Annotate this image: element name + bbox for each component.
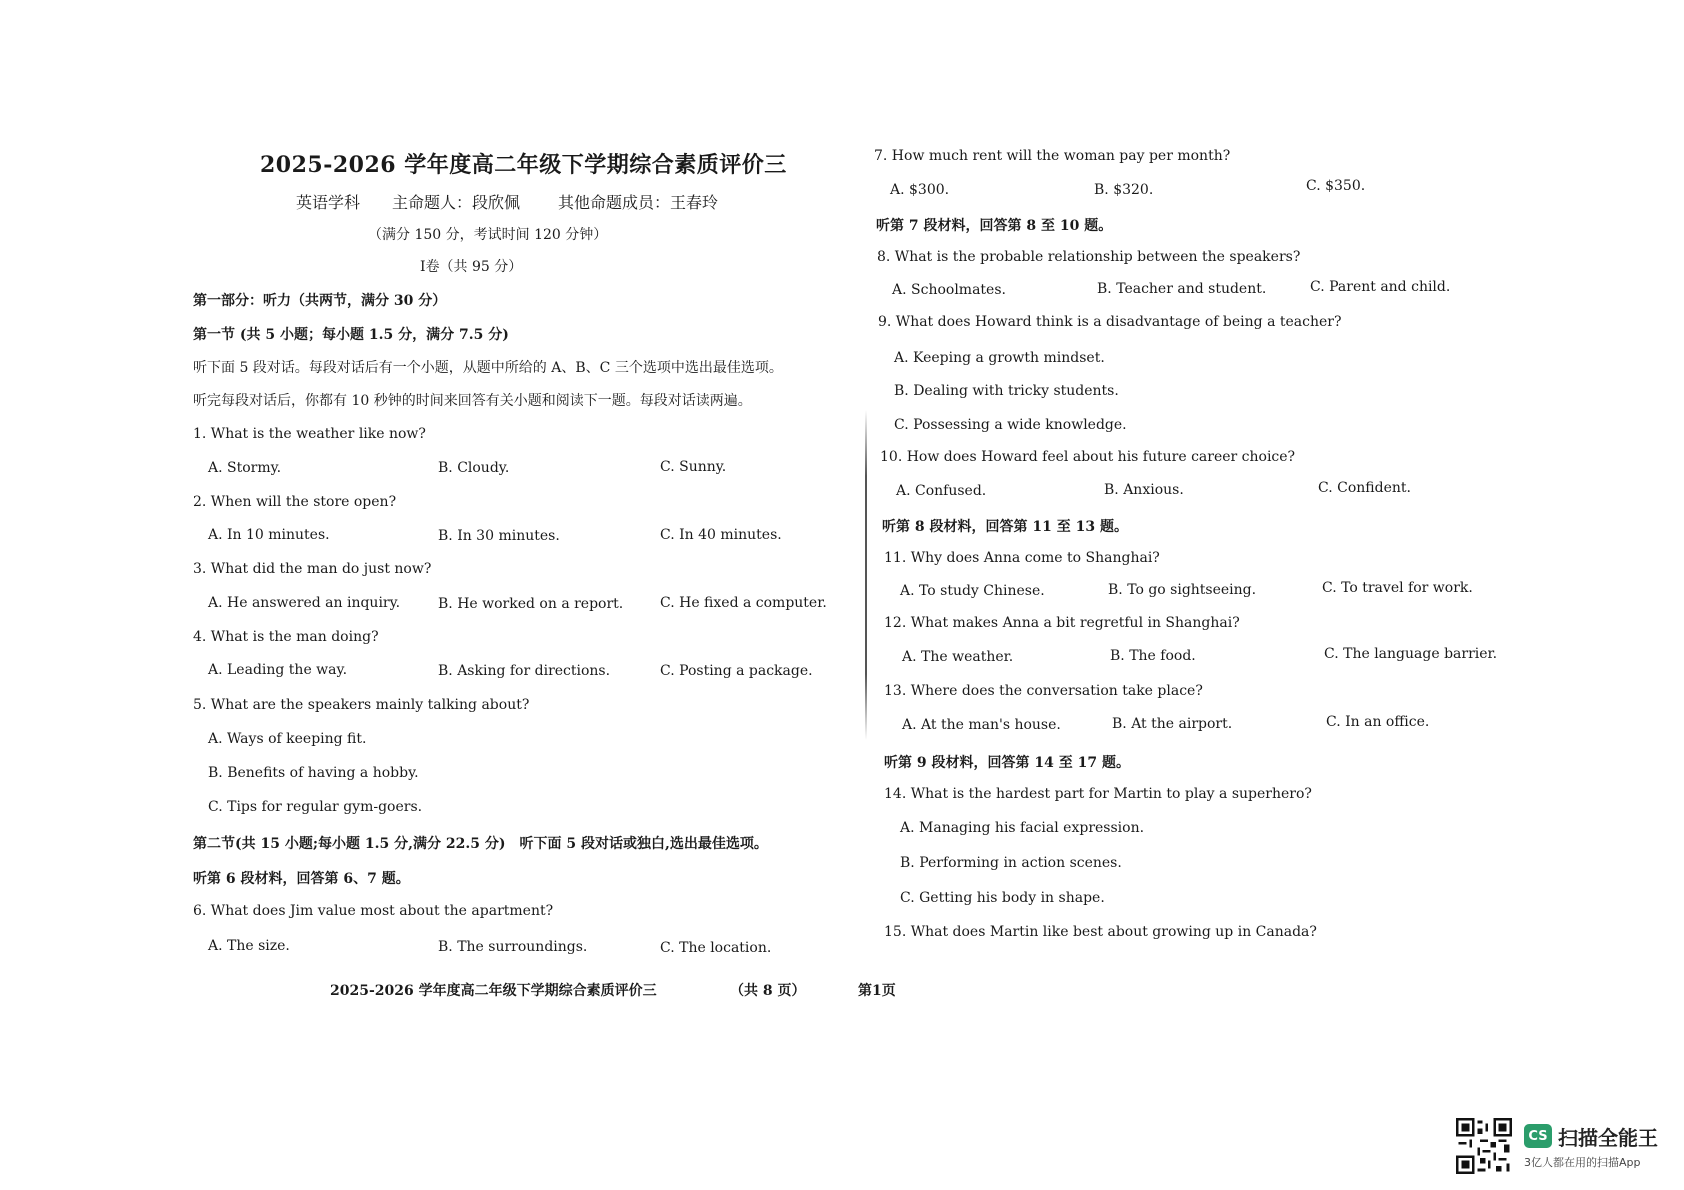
question-10: 10. How does Howard feel about his future career choice? (880, 449, 1296, 465)
material-7-heading: 听第 7 段材料，回答第 8 至 10 题。 (876, 218, 1113, 234)
subject-label: 英语学科 (296, 193, 361, 212)
question-14: 14. What is the hardest part for Martin to play a superhero? (884, 786, 1312, 802)
q3-option-a[interactable]: A. He answered an inquiry. (208, 595, 401, 611)
q1-option-a[interactable]: A. Stormy. (208, 460, 282, 476)
q9-option-a[interactable]: A. Keeping a growth mindset. (894, 350, 1105, 366)
q4-option-a[interactable]: A. Leading the way. (208, 662, 348, 678)
footer-total-pages: （共 8 页） (730, 983, 806, 999)
qr-code-icon (1456, 1118, 1512, 1174)
q2-option-a[interactable]: A. In 10 minutes. (208, 527, 330, 543)
q13-option-c[interactable]: C. In an office. (1326, 714, 1430, 730)
footer-page-number: 第1页 (858, 983, 896, 999)
q14-option-c[interactable]: C. Getting his body in shape. (900, 890, 1105, 906)
q9-option-b[interactable]: B. Dealing with tricky students. (894, 383, 1119, 399)
q10-option-a[interactable]: A. Confused. (896, 483, 987, 499)
q1-option-b[interactable]: B. Cloudy. (438, 460, 510, 476)
column-divider (865, 410, 867, 740)
q5-option-c[interactable]: C. Tips for regular gym-goers. (208, 799, 423, 815)
question-13: 13. Where does the conversation take place? (884, 683, 1203, 699)
material-6-heading: 听第 6 段材料，回答第 6、7 题。 (193, 871, 410, 887)
question-7: 7. How much rent will the woman pay per month? (874, 148, 1231, 164)
material-8-heading: 听第 8 段材料，回答第 11 至 13 题。 (882, 519, 1128, 535)
question-4: 4. What is the man doing? (193, 629, 379, 645)
q12-option-c[interactable]: C. The language barrier. (1324, 646, 1498, 662)
q11-option-b[interactable]: B. To go sightseeing. (1108, 582, 1257, 598)
material-9-heading: 听第 9 段材料，回答第 14 至 17 题。 (884, 755, 1130, 771)
q11-option-a[interactable]: A. To study Chinese. (900, 583, 1045, 599)
q8-option-a[interactable]: A. Schoolmates. (892, 282, 1006, 298)
q6-option-b[interactable]: B. The surroundings. (438, 939, 588, 955)
q12-option-a[interactable]: A. The weather. (902, 649, 1014, 665)
question-9: 9. What does Howard think is a disadvantage of being a teacher? (878, 314, 1342, 330)
question-15: 15. What does Martin like best about growing up in Canada? (884, 924, 1317, 940)
q14-option-a[interactable]: A. Managing his facial expression. (900, 820, 1145, 836)
q6-option-c[interactable]: C. The location. (660, 940, 772, 956)
question-2: 2. When will the store open? (193, 494, 397, 510)
q2-option-c[interactable]: C. In 40 minutes. (660, 527, 782, 543)
q7-option-a[interactable]: A. $300. (890, 182, 950, 198)
section2-title: 第二节(共 15 小题;每小题 1.5 分,满分 22.5 分) 听下面 5 段对话或独白,选出最佳选项。 (193, 836, 768, 852)
q14-option-b[interactable]: B. Performing in action scenes. (900, 855, 1122, 871)
q4-option-c[interactable]: C. Posting a package. (660, 663, 813, 679)
scanner-logo-icon: CS (1524, 1124, 1552, 1148)
question-8: 8. What is the probable relationship between the speakers? (877, 249, 1301, 265)
q5-option-b[interactable]: B. Benefits of having a hobby. (208, 765, 419, 781)
question-6: 6. What does Jim value most about the apartment? (193, 903, 554, 919)
q10-option-b[interactable]: B. Anxious. (1104, 482, 1184, 498)
scoring-note: （满分 150 分，考试时间 120 分钟） (368, 227, 608, 243)
question-5: 5. What are the speakers mainly talking about? (193, 697, 530, 713)
q9-option-c[interactable]: C. Possessing a wide knowledge. (894, 417, 1127, 433)
q3-option-b[interactable]: B. He worked on a report. (438, 596, 624, 612)
q8-option-c[interactable]: C. Parent and child. (1310, 279, 1451, 295)
volume-label: Ⅰ卷（共 95 分） (420, 259, 523, 275)
q5-option-a[interactable]: A. Ways of keeping fit. (208, 731, 367, 747)
author-label: 主命题人：段欣佩 (392, 193, 521, 212)
q10-option-c[interactable]: C. Confident. (1318, 480, 1411, 496)
footer-title: 2025-2026 学年度高二年级下学期综合素质评价三 (330, 983, 657, 999)
q7-option-c[interactable]: C. $350. (1306, 178, 1366, 194)
q1-option-c[interactable]: C. Sunny. (660, 459, 727, 475)
exam-title: 2025-2026 学年度高二年级下学期综合素质评价三 (260, 152, 787, 178)
scanner-tagline: 3亿人都在用的扫描App (1524, 1156, 1641, 1169)
q3-option-c[interactable]: C. He fixed a computer. (660, 595, 827, 611)
q2-option-b[interactable]: B. In 30 minutes. (438, 528, 560, 544)
q13-option-b[interactable]: B. At the airport. (1112, 716, 1233, 732)
question-11: 11. Why does Anna come to Shanghai? (884, 550, 1160, 566)
instruction-line-2: 听完每段对话后，你都有 10 秒钟的时间来回答有关小题和阅读下一题。每段对话读两遍。 (193, 393, 752, 409)
q8-option-b[interactable]: B. Teacher and student. (1097, 281, 1267, 297)
scanner-brand-name: 扫描全能王 (1558, 1126, 1658, 1150)
q13-option-a[interactable]: A. At the man's house. (902, 717, 1061, 733)
q11-option-c[interactable]: C. To travel for work. (1322, 580, 1473, 596)
question-12: 12. What makes Anna a bit regretful in Shanghai? (884, 615, 1240, 631)
question-1: 1. What is the weather like now? (193, 426, 426, 442)
q6-option-a[interactable]: A. The size. (208, 938, 290, 954)
members-label: 其他命题成员：王春玲 (558, 193, 719, 212)
part1-title: 第一部分：听力（共两节，满分 30 分） (193, 293, 447, 309)
section1-title: 第一节 (共 5 小题；每小题 1.5 分，满分 7.5 分) (193, 327, 509, 343)
instruction-line-1: 听下面 5 段对话。每段对话后有一个小题，从题中所给的 A、B、C 三个选项中选出最佳选项。 (193, 360, 783, 376)
q7-option-b[interactable]: B. $320. (1094, 182, 1154, 198)
question-3: 3. What did the man do just now? (193, 561, 432, 577)
q4-option-b[interactable]: B. Asking for directions. (438, 663, 611, 679)
q12-option-b[interactable]: B. The food. (1110, 648, 1196, 664)
